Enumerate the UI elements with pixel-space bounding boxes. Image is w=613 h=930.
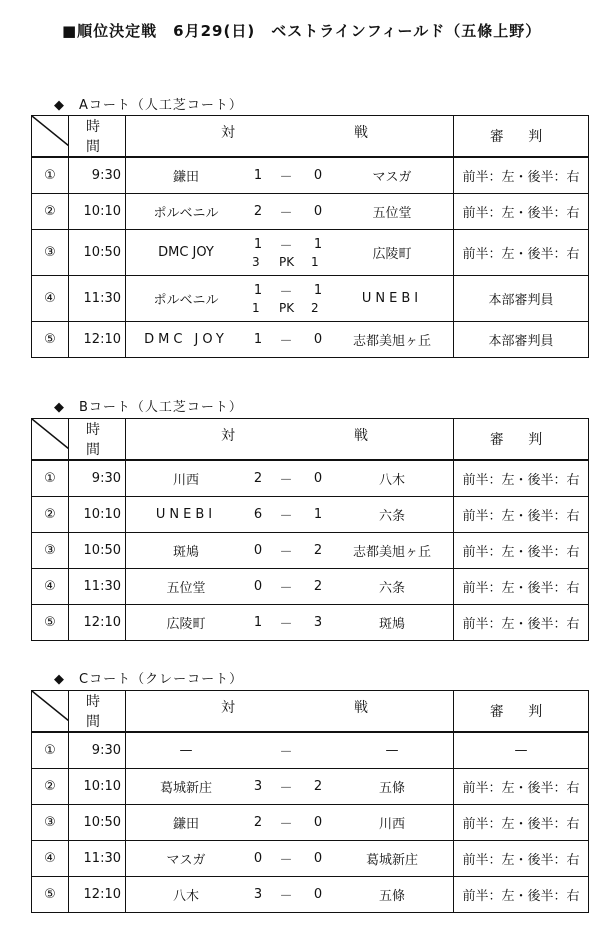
pk-score2: 2	[311, 300, 319, 315]
referee: 前半：左・後半：右	[454, 496, 589, 532]
header-time: 時 間	[69, 419, 126, 461]
pk-label: PK	[279, 300, 295, 315]
header-left: 対	[221, 428, 235, 444]
table-row	[32, 768, 589, 804]
score1: 3	[253, 778, 263, 794]
team1: 川西	[172, 472, 199, 488]
match-cell	[126, 193, 454, 229]
team1: —	[179, 742, 193, 758]
table-row	[32, 604, 589, 640]
score-dash: －	[279, 780, 293, 796]
score1: 1	[253, 331, 263, 347]
pk-score1: 1	[252, 300, 260, 315]
score1: 1	[253, 283, 263, 298]
match-number: ③	[32, 804, 69, 840]
header-left: 対	[221, 700, 235, 716]
match-number: ⑤	[32, 321, 69, 357]
match-number: ③	[32, 229, 69, 275]
match-time: 9:30	[69, 157, 126, 193]
team1: ポルベニル	[153, 205, 219, 221]
match-number: ②	[32, 768, 69, 804]
score-dash: －	[279, 544, 293, 560]
referee: 前半：左・後半：右	[454, 229, 589, 275]
score2: 1	[313, 506, 323, 522]
score2: 3	[313, 614, 323, 630]
match-cell	[126, 840, 454, 876]
team1: 八木	[172, 888, 199, 904]
corner-cell	[32, 691, 69, 733]
team2: 斑鳩	[378, 616, 405, 632]
table-row	[32, 568, 589, 604]
match-cell	[126, 321, 454, 357]
match-time: 12:10	[69, 321, 126, 357]
match-number: ②	[32, 193, 69, 229]
team1: ポルベニル	[153, 293, 219, 308]
court-c-table	[31, 690, 589, 913]
pk-score2: 1	[311, 254, 319, 269]
score2: 0	[313, 167, 323, 183]
score2: 0	[313, 814, 323, 830]
match-time: 10:10	[69, 768, 126, 804]
team1: UNEBI	[155, 506, 217, 522]
team1: 斑鳩	[172, 544, 199, 560]
table-row	[32, 157, 589, 193]
match-number: ①	[32, 732, 69, 768]
diagonal-line-icon	[32, 691, 69, 721]
pk-label: PK	[279, 254, 295, 269]
score1: 2	[253, 814, 263, 830]
referee: 前半：左・後半：右	[454, 604, 589, 640]
match-time: 9:30	[69, 460, 126, 496]
referee: 本部審判員	[454, 321, 589, 357]
match-time: 12:10	[69, 604, 126, 640]
match-cell	[126, 229, 454, 275]
score1: 0	[253, 850, 263, 866]
referee: 前半：左・後半：右	[454, 876, 589, 912]
score2: 0	[313, 850, 323, 866]
table-row	[32, 532, 589, 568]
header-right: 戦	[354, 700, 368, 716]
team2: 五條	[378, 888, 405, 904]
table-header-row	[32, 116, 589, 158]
match-number: ⑤	[32, 604, 69, 640]
score2: 2	[313, 778, 323, 794]
match-number: ④	[32, 568, 69, 604]
score1: 1	[253, 614, 263, 630]
score2: 0	[313, 331, 323, 347]
team2: 六条	[378, 580, 405, 596]
table-row	[32, 229, 589, 275]
match-time: 11:30	[69, 840, 126, 876]
team1: 五位堂	[166, 580, 206, 596]
match-time: 10:50	[69, 804, 126, 840]
referee: —	[454, 732, 589, 768]
team2: UNEBI	[361, 291, 423, 306]
match-number: ②	[32, 496, 69, 532]
score-dash: －	[279, 205, 293, 221]
score2	[308, 733, 328, 768]
score-dash: －	[279, 472, 293, 488]
table-row	[32, 321, 589, 357]
team2: マスガ	[372, 169, 412, 185]
header-ref: 審 判	[454, 691, 589, 733]
diagonal-line-icon	[32, 116, 69, 146]
match-cell	[126, 604, 454, 640]
corner-cell	[32, 116, 69, 158]
match-number: ④	[32, 275, 69, 321]
score1: 3	[253, 886, 263, 902]
score-dash: －	[279, 169, 293, 185]
score2: 0	[313, 203, 323, 219]
match-time: 11:30	[69, 275, 126, 321]
corner-cell	[32, 419, 69, 461]
match-number: ⑤	[32, 876, 69, 912]
team1: マスガ	[166, 852, 206, 868]
referee: 前半：左・後半：右	[454, 157, 589, 193]
score1: 6	[253, 506, 263, 522]
page-title: ■順位決定戦 6月29(日) ベストラインフィールド（五條上野）	[62, 22, 542, 40]
header-ref: 審 判	[454, 419, 589, 461]
score1: 2	[253, 203, 263, 219]
header-left: 対	[221, 125, 235, 141]
team2: 五位堂	[372, 205, 412, 221]
table-row	[32, 460, 589, 496]
team1: 広陵町	[166, 616, 206, 632]
match-time: 10:10	[69, 193, 126, 229]
score1: 0	[253, 542, 263, 558]
header-right: 戦	[354, 125, 368, 141]
team2: 川西	[378, 816, 405, 832]
match-cell	[126, 768, 454, 804]
team2: 六条	[378, 508, 405, 524]
score2: 2	[313, 578, 323, 594]
referee: 前半：左・後半：右	[454, 193, 589, 229]
referee: 前半：左・後半：右	[454, 532, 589, 568]
score-dash: －	[279, 580, 293, 596]
score-dash: －	[279, 616, 293, 632]
court-b-table	[31, 418, 589, 641]
table-row	[32, 840, 589, 876]
score-dash: －	[279, 852, 293, 868]
referee: 本部審判員	[454, 275, 589, 321]
score-dash: －	[279, 816, 293, 832]
team1: DMC JOY	[158, 245, 214, 260]
score1: 0	[253, 578, 263, 594]
score1: 1	[253, 167, 263, 183]
table-row	[32, 876, 589, 912]
referee: 前半：左・後半：右	[454, 840, 589, 876]
match-number: ③	[32, 532, 69, 568]
match-time: 12:10	[69, 876, 126, 912]
team2: —	[385, 742, 399, 758]
table-header-row	[32, 419, 589, 461]
score-dash: －	[279, 888, 293, 904]
header-right: 戦	[354, 428, 368, 444]
table-row	[32, 732, 589, 768]
table-header-row	[32, 691, 589, 733]
referee: 前半：左・後半：右	[454, 568, 589, 604]
header-time: 時 間	[69, 116, 126, 158]
team2: 志都美旭ヶ丘	[352, 544, 431, 560]
match-time: 10:50	[69, 532, 126, 568]
match-time: 10:10	[69, 496, 126, 532]
score-dash: －	[279, 508, 293, 524]
match-cell	[126, 804, 454, 840]
header-ref: 審 判	[454, 116, 589, 158]
match-time: 9:30	[69, 732, 126, 768]
score2: 2	[313, 542, 323, 558]
score-dash: －	[279, 333, 293, 349]
table-row	[32, 496, 589, 532]
team2: 五條	[378, 780, 405, 796]
match-cell	[126, 532, 454, 568]
match-cell	[126, 568, 454, 604]
header-match	[126, 116, 454, 158]
team2: 八木	[378, 472, 405, 488]
court-a-heading: ◆ Aコート（人工芝コート）	[54, 98, 243, 113]
score-dash: －	[279, 744, 293, 760]
table-row	[32, 804, 589, 840]
score1	[248, 733, 268, 768]
team1: 葛城新庄	[159, 780, 212, 796]
score-dash: －	[279, 285, 293, 300]
header-match	[126, 691, 454, 733]
match-cell	[126, 732, 454, 768]
match-number: ①	[32, 157, 69, 193]
referee: 前半：左・後半：右	[454, 804, 589, 840]
team2: 志都美旭ヶ丘	[352, 333, 431, 349]
pk-score1: 3	[252, 254, 260, 269]
score2: 1	[313, 283, 323, 298]
court-b-heading: ◆ Bコート（人工芝コート）	[54, 400, 243, 415]
team1: 鎌田	[172, 169, 199, 185]
match-cell	[126, 275, 454, 321]
diagonal-line-icon	[32, 419, 69, 449]
header-time: 時 間	[69, 691, 126, 733]
referee: 前半：左・後半：右	[454, 768, 589, 804]
referee: 前半：左・後半：右	[454, 460, 589, 496]
match-cell	[126, 157, 454, 193]
court-a-table	[31, 115, 589, 358]
score2: 1	[313, 237, 323, 252]
score2: 0	[313, 886, 323, 902]
court-c-heading: ◆ Cコート（クレーコート）	[54, 672, 244, 687]
match-cell	[126, 876, 454, 912]
team1: DMC JOY	[144, 331, 228, 347]
team1: 鎌田	[172, 816, 199, 832]
score1: 1	[253, 237, 263, 252]
match-time: 11:30	[69, 568, 126, 604]
team2: 葛城新庄	[365, 852, 418, 868]
match-number: ④	[32, 840, 69, 876]
match-cell	[126, 496, 454, 532]
match-cell	[126, 460, 454, 496]
match-time: 10:50	[69, 229, 126, 275]
score1: 2	[253, 470, 263, 486]
table-row	[32, 193, 589, 229]
score-dash: －	[279, 239, 293, 254]
header-match	[126, 419, 454, 461]
score2: 0	[313, 470, 323, 486]
match-number: ①	[32, 460, 69, 496]
team2: 広陵町	[372, 247, 412, 262]
table-row	[32, 275, 589, 321]
